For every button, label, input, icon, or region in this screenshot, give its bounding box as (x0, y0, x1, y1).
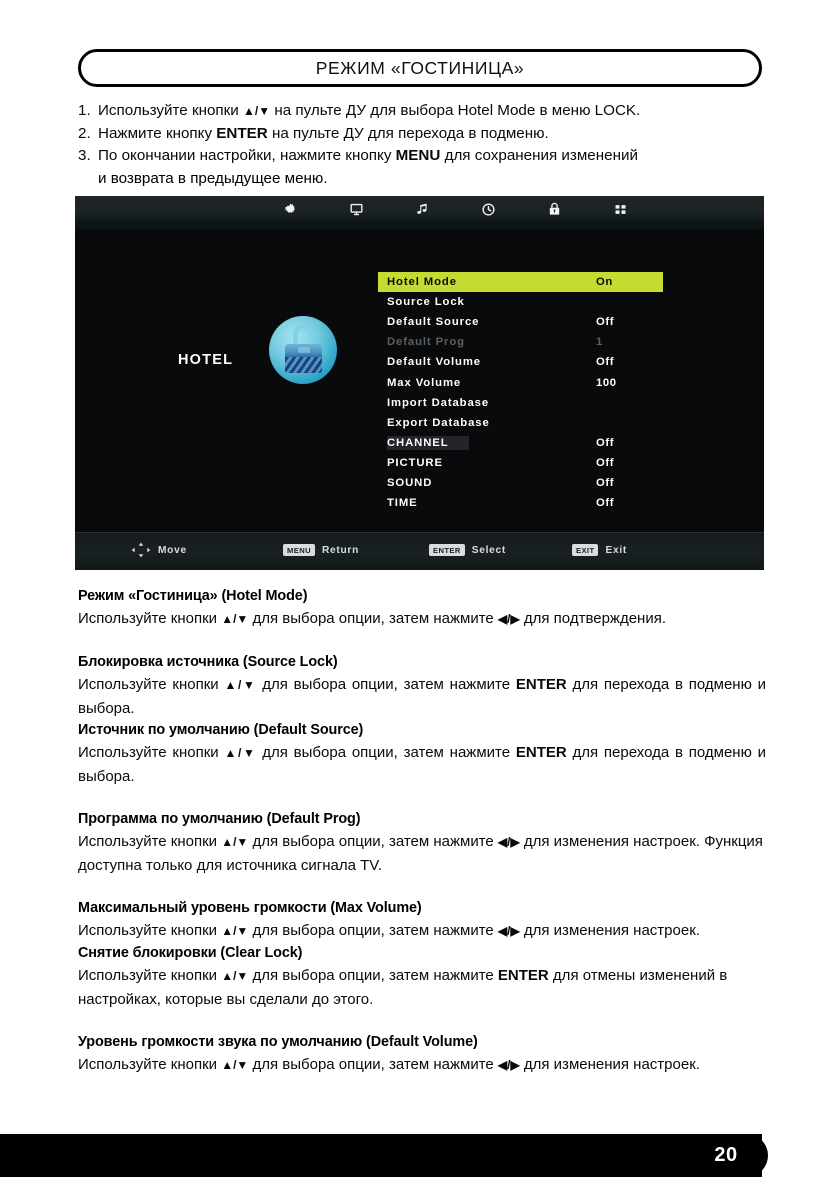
osd-menu-item-value: Off (596, 497, 615, 510)
osd-menu-item-value: 1 (596, 336, 603, 349)
section-heading-default-volume: Уровень громкости звука по умолчанию (Default Volume) (78, 1034, 478, 1050)
osd-menu-item-default-source[interactable] (378, 312, 663, 332)
osd-menu-item-import-database[interactable] (378, 393, 663, 413)
text-fragment: для выбора опции, затем нажмите (256, 676, 516, 693)
step-2-text (98, 123, 768, 146)
osd-menu-item-label: SOUND (387, 476, 433, 489)
section-body-default-volume (78, 1053, 766, 1077)
gear-icon[interactable] (257, 196, 323, 222)
leftright-arrows-icon: ◀/▶ (497, 835, 520, 849)
osd-menu-item-value: 100 (596, 376, 617, 389)
text-fragment: для перехода в подменю и выбора. (78, 676, 766, 717)
osd-top-bar-shadow (75, 222, 764, 229)
updown-arrows-icon: ▲/▼ (224, 746, 257, 760)
updown-arrows-icon: ▲/▼ (221, 835, 249, 849)
osd-menu-item-label: Default Prog (387, 336, 465, 349)
osd-menu-item-source-lock[interactable] (378, 292, 663, 312)
osd-hint-bar (75, 532, 764, 570)
text-fragment: Используйте кнопки (78, 833, 222, 850)
section-body-default-prog (78, 830, 766, 877)
page-number: 20 (714, 1144, 738, 1166)
osd-menu-item-label: Import Database (387, 396, 490, 409)
osd-menu-item-label: Export Database (387, 416, 490, 429)
osd-menu-item-label: TIME (387, 497, 418, 510)
text-fragment: Используйте кнопки (78, 1056, 222, 1073)
menu-key-label: MENU (395, 147, 441, 164)
section-body-hotel-mode (78, 607, 766, 631)
osd-menu-item-time[interactable] (378, 493, 663, 513)
section-body-max-volume (78, 919, 766, 943)
step-3 (78, 145, 768, 168)
section-body-default-source (78, 741, 766, 788)
osd-menu-item-value: Off (596, 316, 615, 329)
text-fragment: для выбора опции, затем нажмите (248, 833, 498, 850)
osd-menu-list (378, 272, 663, 513)
updown-arrows-icon: ▲/▼ (243, 104, 271, 118)
osd-menu-item-label: Max Volume (387, 376, 462, 389)
updown-arrows-icon: ▲/▼ (221, 969, 249, 983)
osd-hint-select (429, 542, 506, 558)
step-1 (78, 100, 768, 123)
section-heading-default-source: Источник по умолчанию (Default Source) (78, 722, 364, 738)
padlock-illustration-icon (269, 316, 337, 384)
text-fragment: для выбора опции, затем нажмите (256, 744, 516, 761)
osd-menu-item-picture[interactable] (378, 453, 663, 473)
menu-key-icon: MENU (283, 544, 315, 556)
section-body-clear-lock (78, 964, 766, 1011)
osd-menu-item-label: PICTURE (387, 456, 443, 469)
step-1-number: 1. (78, 102, 91, 119)
step-2-post: на пульте ДУ для перехода в подменю. (267, 124, 549, 142)
updown-arrows-icon: ▲/▼ (224, 678, 257, 692)
updown-arrows-icon: ▲/▼ (221, 612, 249, 626)
page-title-pill (78, 49, 762, 87)
step-3-text (98, 145, 768, 168)
enter-key-icon: ENTER (429, 544, 465, 556)
step-2 (78, 123, 768, 146)
enter-key-label: ENTER (216, 124, 268, 142)
exit-key-icon: EXIT (572, 544, 598, 556)
osd-menu-item-channel[interactable] (378, 433, 663, 453)
section-heading-max-volume: Максимальный уровень громкости (Max Volume) (78, 900, 422, 916)
monitor-icon[interactable] (323, 196, 389, 222)
osd-menu-item-value: Off (596, 356, 615, 369)
osd-category-icons (257, 196, 657, 222)
grid-icon[interactable] (587, 196, 653, 222)
osd-hint-return (283, 542, 359, 558)
step-1-text (98, 100, 768, 123)
osd-menu-item-value: Off (596, 476, 615, 489)
osd-menu-item-label: Source Lock (387, 296, 465, 309)
enter-key-label: ENTER (497, 967, 549, 984)
text-fragment: Используйте кнопки (78, 967, 222, 984)
instruction-steps (78, 100, 768, 190)
osd-menu-item-label: Hotel Mode (387, 276, 457, 289)
text-fragment: для выбора опции, затем нажмите (248, 1056, 498, 1073)
osd-menu-item-value: Off (596, 456, 615, 469)
text-fragment: для изменения настроек. (519, 922, 700, 939)
manual-body-sections (78, 586, 766, 1077)
enter-key-label: ENTER (515, 744, 567, 761)
step-3-post: для сохранения изменений (440, 147, 638, 164)
osd-hint-exit (572, 542, 627, 558)
osd-menu-item-default-prog (378, 332, 663, 352)
text-fragment: для изменения настроек. Функция доступна только для источника сигнала TV. (78, 833, 763, 874)
osd-menu-item-label: Default Source (387, 316, 480, 329)
step-3-pre: По окончании настройки, нажмите кнопку (98, 147, 396, 164)
text-fragment: для подтверждения. (519, 610, 667, 627)
section-heading-clear-lock: Снятие блокировки (Clear Lock) (78, 945, 303, 961)
step-3-continuation: и возврата в предыдущее меню. (98, 169, 328, 187)
osd-menu-item-label: Default Volume (387, 356, 481, 369)
osd-menu-item-value: Off (596, 436, 615, 449)
step-3-number: 3. (78, 147, 91, 164)
section-heading-hotel-mode: Режим «Гостиница» (Hotel Mode) (78, 588, 308, 604)
section-heading-source-lock: Блокировка источника (Source Lock) (78, 654, 338, 670)
text-fragment: для выбора опции, затем нажмите (248, 967, 498, 984)
music-note-icon[interactable] (389, 196, 455, 222)
updown-arrows-icon: ▲/▼ (221, 924, 249, 938)
dpad-arrows-icon (131, 542, 151, 558)
clock-icon[interactable] (455, 196, 521, 222)
text-fragment: Используйте кнопки (78, 744, 225, 761)
footer-bar (0, 1134, 762, 1177)
text-fragment: для изменения настроек. (519, 1056, 700, 1073)
page-title: РЕЖИМ «ГОСТИНИЦА» (315, 57, 525, 78)
osd-menu-item-label: CHANNEL (387, 436, 469, 450)
osd-menu-item-value: On (596, 276, 613, 289)
lock-icon[interactable] (521, 196, 587, 222)
osd-menu-item-max-volume[interactable] (378, 372, 663, 392)
osd-menu-item-hotel-mode[interactable] (378, 272, 663, 292)
osd-menu-item-sound[interactable] (378, 473, 663, 493)
leftright-arrows-icon: ◀/▶ (497, 924, 520, 938)
osd-hint-exit-label: Exit (605, 544, 627, 556)
tv-osd-screenshot (75, 196, 764, 570)
leftright-arrows-icon: ◀/▶ (497, 612, 520, 626)
text-fragment: для выбора опции, затем нажмите (248, 610, 498, 627)
text-fragment: Используйте кнопки (78, 676, 225, 693)
osd-category-label: HOTEL (178, 352, 234, 368)
text-fragment: для перехода в подменю и выбора. (78, 744, 766, 785)
leftright-arrows-icon: ◀/▶ (497, 1058, 520, 1072)
text-fragment: Используйте кнопки (78, 922, 222, 939)
step-2-number: 2. (78, 124, 91, 142)
text-fragment: для отмены изменений в настройках, которые вы сделали до этого. (78, 967, 728, 1008)
enter-key-label: ENTER (515, 676, 567, 693)
text-fragment: Используйте кнопки (78, 610, 222, 627)
updown-arrows-icon: ▲/▼ (221, 1058, 249, 1072)
osd-hint-select-label: Select (471, 544, 506, 556)
osd-hint-return-label: Return (321, 544, 359, 556)
section-body-source-lock (78, 673, 766, 720)
step-2-pre: Нажмите кнопку (98, 124, 217, 142)
page-number-badge (690, 1134, 768, 1177)
step-1-post: на пульте ДУ для выбора Hotel Mode в меню LOCK. (270, 102, 641, 119)
osd-menu-item-export-database[interactable] (378, 413, 663, 433)
text-fragment: для выбора опции, затем нажмите (248, 922, 498, 939)
osd-hint-move (131, 542, 187, 558)
section-heading-default-prog: Программа по умолчанию (Default Prog) (78, 811, 361, 827)
osd-menu-item-default-volume[interactable] (378, 352, 663, 372)
step-1-pre: Используйте кнопки (98, 102, 243, 119)
osd-hint-move-label: Move (158, 544, 187, 556)
